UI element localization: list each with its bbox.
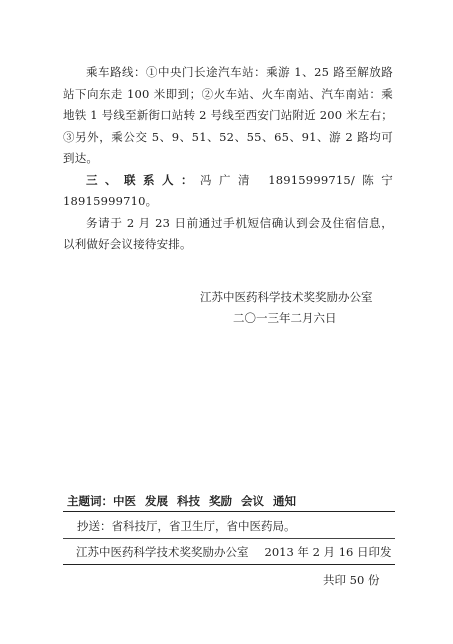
signature-date: 二〇一三年二月六日 — [233, 311, 337, 325]
keyword-item: 会议 — [241, 494, 264, 508]
footer-divider — [63, 511, 395, 512]
footer-divider — [63, 564, 395, 565]
route-text: ①中央门长途汽车站：乘游 1、25 路至解放路站下向东走 100 米即到；②火车站、火车南站、汽车南站：乘地铁 1 号线至新街口站转 2 号线至西安门站附近 200 米左右；③另外，乘公交 5、9、51、52、55、65、91、游 2 路均可到达。 — [63, 65, 394, 165]
signature-org: 江苏中医药科学技术奖奖励办公室 — [200, 290, 373, 304]
contact-label: 三、联系人： — [86, 172, 201, 187]
confirm-paragraph: 务请于 2 月 23 日前通过手机短信确认到会及住宿信息，以利做好会议接待安排。 — [63, 215, 393, 251]
contact-paragraph — [63, 170, 393, 213]
issuer-line — [76, 544, 392, 560]
keyword-item: 中医 — [113, 494, 136, 508]
route-paragraph — [63, 62, 393, 170]
copies-count: 共印 50 份 — [323, 573, 380, 587]
route-label: 乘车路线： — [86, 65, 147, 79]
cc-line: 抄送：省科技厅，省卫生厅，省中医药局。 — [77, 519, 296, 533]
keywords-line — [67, 493, 305, 509]
issue-date: 2013 年 2 月 16 日印发 — [264, 545, 392, 559]
contact-text: 冯广清 18915999715/陈宁 18915999710。 — [63, 172, 393, 208]
document-body — [63, 62, 393, 256]
keyword-item: 通知 — [273, 494, 296, 508]
issuer-name: 江苏中医药科学技术奖奖励办公室 — [76, 545, 249, 559]
keyword-item: 发展 — [145, 494, 168, 508]
keyword-item: 科技 — [177, 494, 200, 508]
footer-divider — [63, 538, 395, 539]
keywords-label: 主题词： — [67, 494, 113, 508]
keyword-item: 奖励 — [209, 494, 232, 508]
